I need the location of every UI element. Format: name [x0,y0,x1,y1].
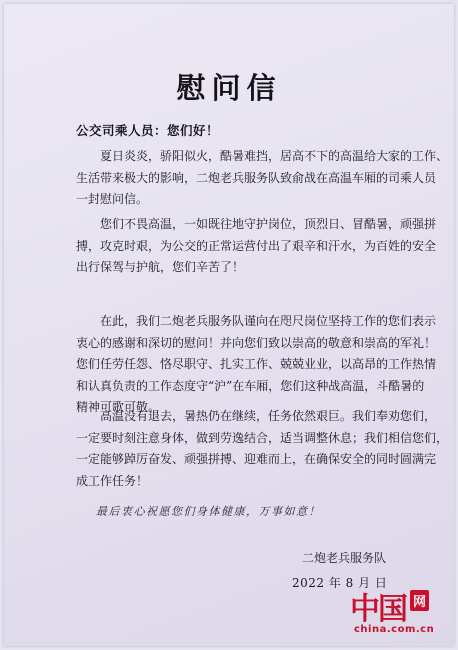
paragraph-line: 一封慰问信。 [76,192,149,206]
paragraph-line: 一定要时刻注意身体，做到劳逸结合，适当调整休息；我们相信您们， [76,430,449,445]
paragraph-line: 出行保驾与护航，您们辛苦了！ [76,260,245,274]
paragraph-line: 精神可歌可敬。 [76,400,161,414]
letter-signer: 二炮老兵服务队 [302,551,387,565]
paragraph-2 [76,214,437,279]
paragraph-line: 生活带来极大的影响，二炮老兵服务队致俞战在高温车厢的司乘人员 [76,170,437,185]
paragraph-line: 您们不畏高温，一如既往地守护岗位，顶烈日、冒酷暑，顽强拼 [100,217,437,231]
paragraph-3 [76,311,437,419]
paragraph-line: 衷心的感谢和深切的慰问！并向您们致以崇高的敬意和崇高的军礼！ [76,335,437,350]
paragraph-line: 成工作任务！ [76,473,149,488]
paragraph-line: 您们任劳任怨、恪尽职守、扎实工作、兢兢业业，以高昂的工作热情 [76,357,437,371]
paragraph-line: 和认真负责的工作态度守“沪”在车厢，您们这种战高温，斗酷暑的 [76,378,425,393]
letter-date: 2022 年 8 月 日 [292,576,388,590]
paragraph-4 [76,406,449,492]
handwritten-closing: 最后衷心祝愿您们身体健康，万事如意！ [96,505,321,518]
letter-title: 慰问信 [176,71,282,105]
watermark-url: china.com.cn [354,624,435,635]
paragraph-line: 在此，我们二炮老兵服务队谨向在咫尺岗位坚持工作的您们表示 [100,314,437,328]
letter-salutation: 公交司乘人员：您们好！ [76,123,220,138]
paragraph-line: 搏，攻克时艰，为公交的正常运营付出了艰辛和汗水，为百姓的安全 [76,238,437,253]
paragraph-line: 夏日炎炎，骄阳似火，酷暑难挡，居高不下的高温给大家的工作、 [100,149,449,163]
watermark-logo: 中国 [350,592,406,627]
china-com-cn-watermark [350,584,450,644]
paragraph-line: 一定能够踔厉奋发、顽强拼搏、迎难而上，在确保安全的同时圆满完 [76,452,437,466]
paragraph-1 [76,146,449,211]
letter-paper [4,4,454,646]
watermark-net-badge: 网 [410,590,429,611]
paragraph-line: 高温没有退去，暑热仍在继续，任务依然艰巨。我们奉劝您们， [100,409,437,423]
